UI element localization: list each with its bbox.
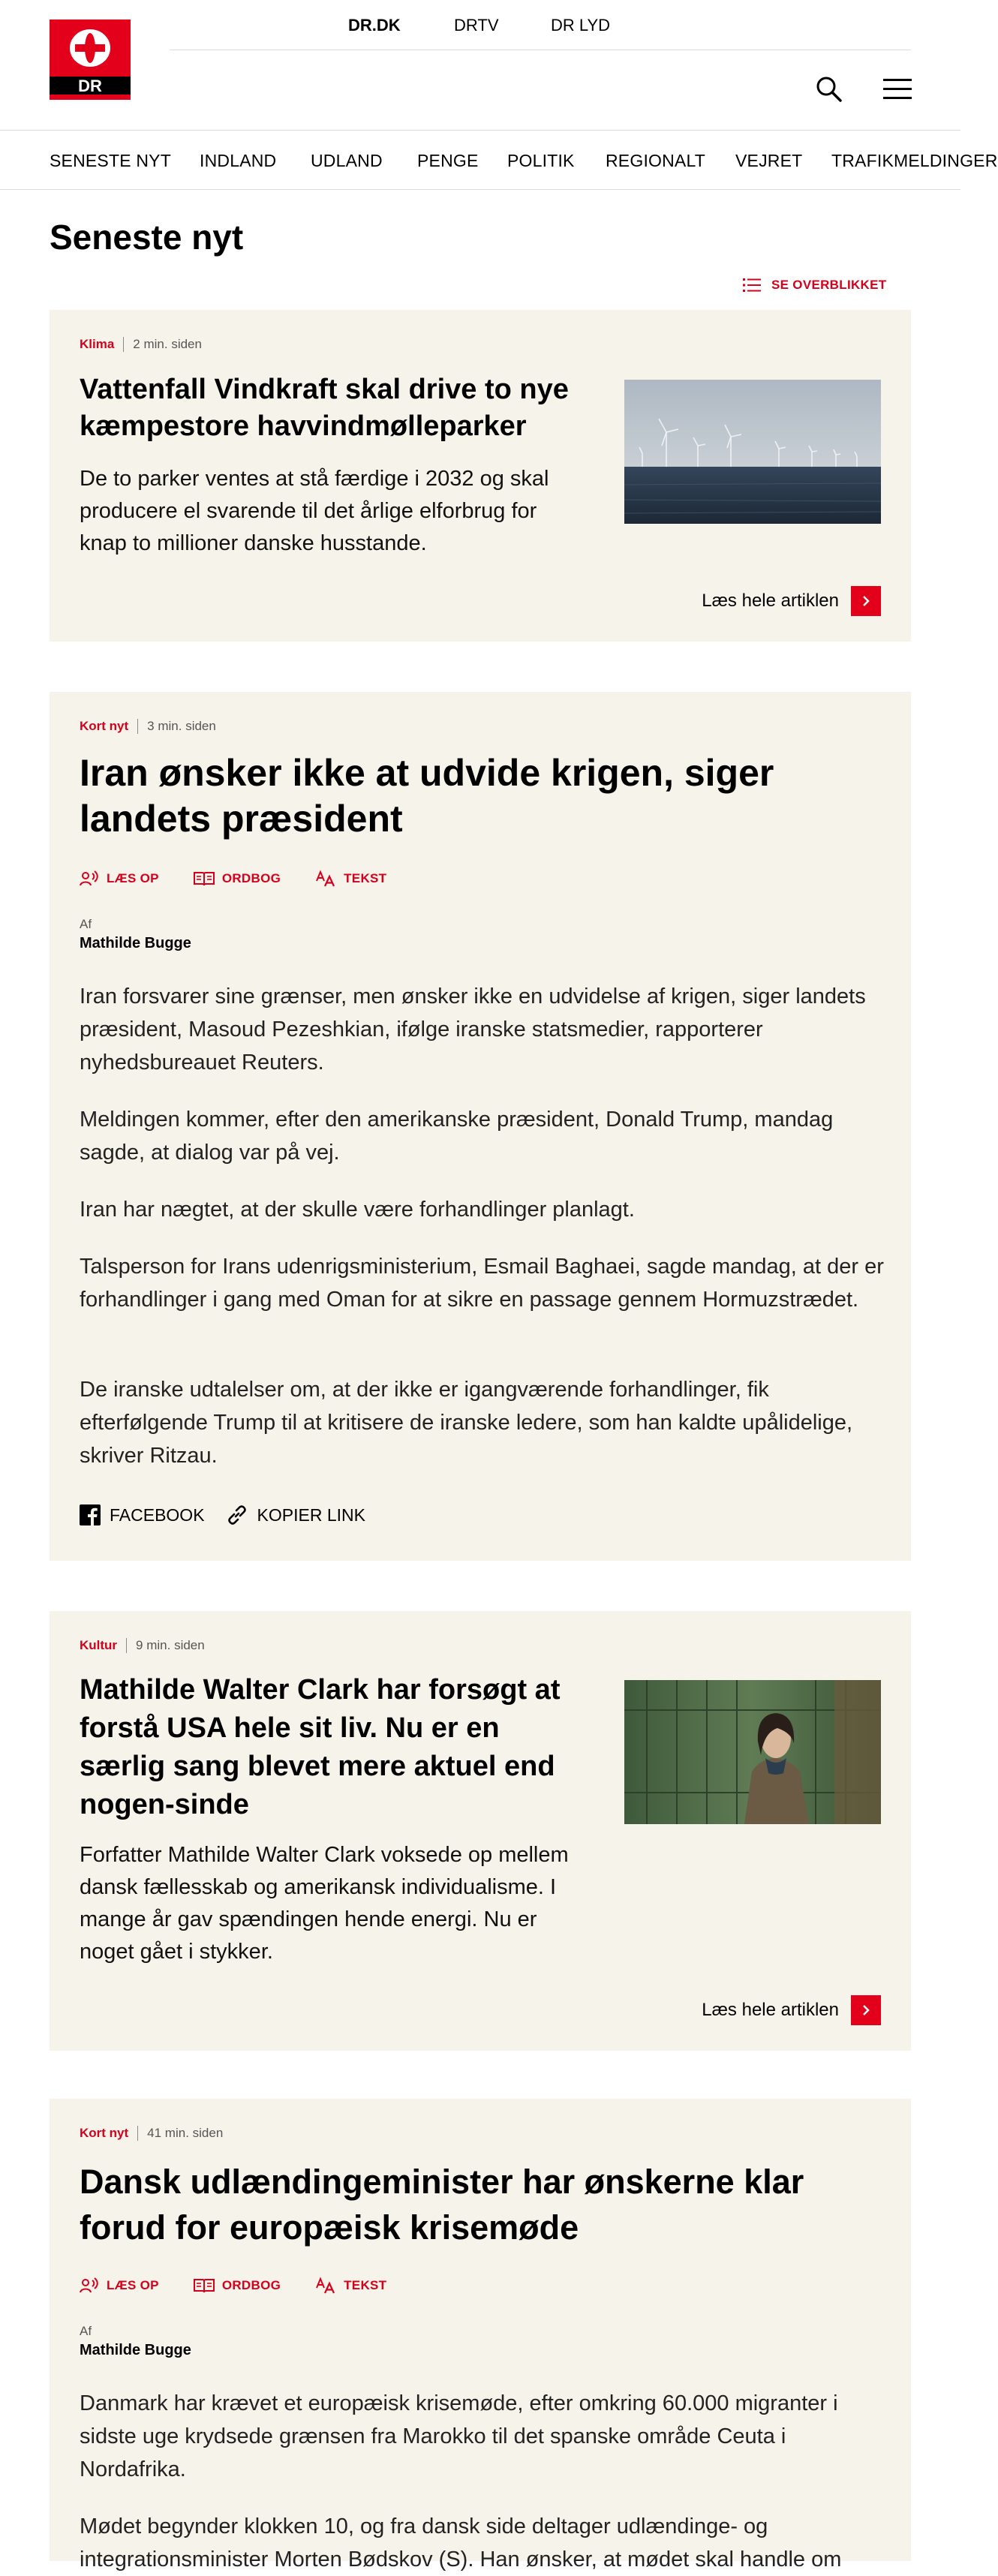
meta-divider	[123, 337, 124, 352]
book-icon	[194, 871, 215, 886]
overview-button[interactable]	[743, 275, 886, 296]
top-link-drlyd[interactable]: DR LYD	[551, 16, 611, 35]
timestamp: 41 min. siden	[147, 2126, 224, 2140]
portrait-image[interactable]	[624, 1680, 881, 1824]
timestamp: 2 min. siden	[133, 337, 202, 351]
chevron-right-icon	[851, 586, 881, 616]
article-paragraph: Talsperson for Irans udenrigsministerium, Esmail Baghaei, sagde mandag, at der er forhandlinger i gang med Oman for at sikre en passage gennem Hormuzstrædet.	[80, 1255, 884, 1312]
reading-tools	[80, 870, 386, 887]
top-links	[170, 0, 911, 50]
book-icon	[194, 2278, 215, 2293]
dictionary-button[interactable]	[194, 870, 281, 887]
article-card-iran	[50, 692, 911, 1561]
link-icon	[226, 1504, 248, 1526]
byline-label: Af	[80, 917, 92, 931]
share-bar	[80, 1504, 365, 1526]
card-headline[interactable]: Mathilde Walter Clark har forsøgt at forstå USA hele sit liv. Nu er en særlig sang blevet mere aktuel end nogen-sinde	[80, 1674, 561, 1820]
reading-tools	[80, 2277, 386, 2294]
copy-link-button[interactable]	[226, 1504, 365, 1526]
card-headline[interactable]: Vattenfall Vindkraft skal drive to nye kæmpestore havvindmølleparker	[80, 374, 569, 442]
read-aloud-label: LÆS OP	[107, 2278, 159, 2292]
site-header	[0, 0, 960, 131]
chevron-right-icon	[851, 1995, 881, 2025]
page-title: Seneste nyt	[50, 218, 244, 257]
category-tag[interactable]: Kort nyt	[80, 719, 129, 733]
meta-divider	[137, 2126, 138, 2141]
read-more-label: Læs hele artiklen	[702, 591, 839, 611]
card-headline: Iran ønsker ikke at udvide krigen, siger landets præsident	[80, 752, 774, 840]
category-tag[interactable]: Kort nyt	[80, 2126, 129, 2140]
text-size-label: TEKST	[344, 871, 387, 885]
read-more-link[interactable]	[702, 586, 881, 616]
nav-vejret[interactable]: VEJRET	[735, 151, 803, 170]
top-link-drtv[interactable]: DRTV	[454, 16, 499, 35]
facebook-label: FACEBOOK	[110, 1504, 205, 1525]
article-paragraph: Mødet begynder klokken 10, og fra dansk side deltager udlændinge- og integrationsminister Morten Bødskov (S). Han ønsker, at mødet skal handle om	[80, 2514, 842, 2571]
article-card-udlaendinge	[50, 2099, 911, 2571]
speaker-icon	[80, 870, 99, 887]
article-card-vindkraft[interactable]	[50, 310, 911, 642]
read-aloud-button[interactable]	[80, 2277, 159, 2294]
nav-indland[interactable]: INDLAND	[200, 151, 277, 170]
author-name[interactable]: Mathilde Bugge	[80, 2342, 191, 2358]
card-meta	[80, 1638, 205, 1653]
article-paragraph: Iran forsvarer sine grænser, men ønsker ikke en udvidelse af krigen, siger landets præsident, Masoud Pezeshkian, ifølge iranske statsmedier, rapporterer nyhedsbureauet Reuters.	[80, 984, 866, 1075]
article-paragraph: Iran har nægtet, at der skulle være forhandlinger planlagt.	[80, 1198, 635, 1222]
nav-penge[interactable]: PENGE	[417, 151, 479, 170]
card-lead: Forfatter Mathilde Walter Clark voksede op mellem dansk fællesskab og amerikansk individualisme. I mange år gav spændingen hende energi. Nu er noget gået i stykker.	[80, 1843, 569, 1964]
card-lead: De to parker ventes at stå færdige i 2032 og skal producere el svarende til det årlige elforbrug for knap to millioner danske husstande.	[80, 467, 549, 555]
text-size-label: TEKST	[344, 2278, 387, 2292]
dictionary-button[interactable]	[194, 2277, 281, 2294]
logo-text: DR	[78, 77, 102, 95]
category-tag[interactable]: Kultur	[80, 1638, 118, 1652]
top-link-drdk[interactable]: DR.DK	[348, 16, 401, 35]
hamburger-menu-icon[interactable]	[882, 77, 913, 102]
wind-farm-image[interactable]	[624, 380, 881, 524]
article-card-kultur[interactable]	[50, 1611, 911, 2051]
author-name[interactable]: Mathilde Bugge	[80, 935, 191, 951]
nav-seneste-nyt[interactable]: SENESTE NYT	[50, 151, 171, 170]
text-size-button[interactable]	[315, 870, 386, 887]
dr-logo[interactable]	[50, 20, 131, 100]
copy-link-label: KOPIER LINK	[257, 1504, 365, 1525]
read-aloud-button[interactable]	[80, 870, 159, 887]
card-meta	[80, 719, 216, 734]
article-paragraph: De iranske udtalelser om, at der ikke er igangværende forhandlinger, fik efterfølgende Trump til at kritisere de iranske ledere, som han kaldte upålidelige, skriver Ritzau.	[80, 1378, 853, 1468]
article-paragraph: Danmark har krævet et europæisk krisemøde, efter omkring 60.000 migranter i sidste uge krydsede grænsen fra Marokko til det spanske område Ceuta i Nordafrika.	[80, 2391, 838, 2481]
dictionary-label: ORDBOG	[221, 871, 281, 885]
timestamp: 9 min. siden	[136, 1638, 205, 1652]
nav-udland[interactable]: UDLAND	[311, 151, 383, 170]
overview-label: SE OVERBLIKKET	[771, 278, 887, 292]
share-facebook-button[interactable]	[80, 1504, 205, 1526]
nav-politik[interactable]: POLITIK	[507, 151, 575, 170]
card-meta	[80, 2126, 223, 2141]
read-more-label: Læs hele artiklen	[702, 2000, 839, 2020]
category-tag[interactable]: Klima	[80, 337, 115, 351]
text-size-button[interactable]	[315, 2277, 386, 2294]
search-icon[interactable]	[815, 75, 843, 104]
meta-divider	[126, 1638, 127, 1653]
nav-regionalt[interactable]: REGIONALT	[606, 151, 706, 170]
byline-label: Af	[80, 2324, 92, 2338]
text-size-icon	[315, 870, 336, 887]
read-aloud-label: LÆS OP	[107, 871, 159, 885]
card-meta	[80, 337, 202, 352]
text-size-icon	[315, 2277, 336, 2294]
article-paragraph: Meldingen kommer, efter den amerikanske præsident, Donald Trump, mandag sagde, at dialog var på vej.	[80, 1108, 834, 1165]
read-more-link[interactable]	[702, 1995, 881, 2025]
card-headline: Dansk udlændingeminister har ønskerne klar forud for europæisk krisemøde	[80, 2163, 804, 2247]
meta-divider	[137, 719, 138, 734]
timestamp: 3 min. siden	[147, 719, 216, 733]
facebook-icon	[80, 1504, 101, 1525]
list-icon	[743, 277, 761, 293]
speaker-icon	[80, 2277, 99, 2294]
dictionary-label: ORDBOG	[221, 2278, 281, 2292]
nav-trafikmeldinger[interactable]: TRAFIKMELDINGER	[831, 151, 998, 170]
category-nav	[0, 131, 998, 190]
